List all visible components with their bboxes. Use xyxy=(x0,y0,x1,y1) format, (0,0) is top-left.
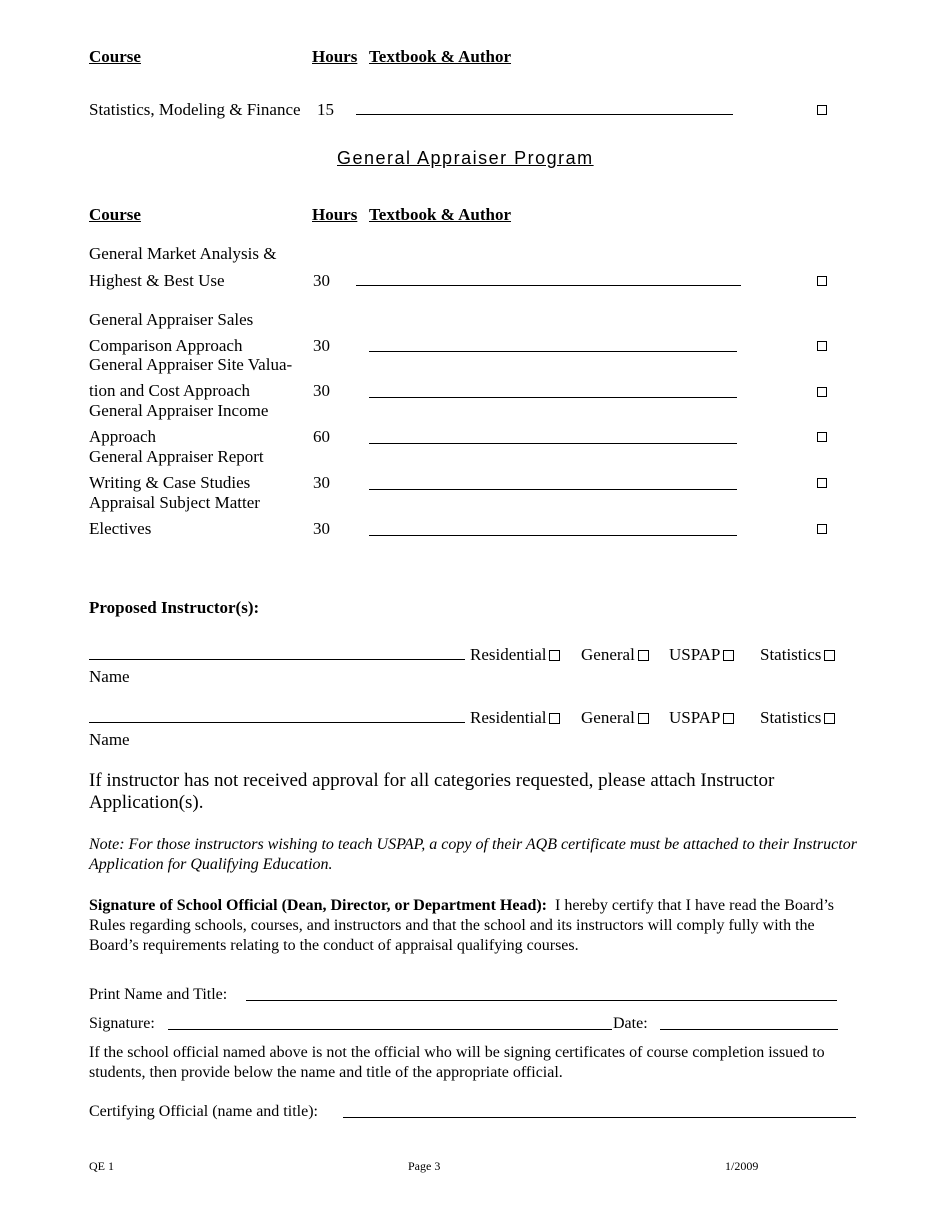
residential-checkbox[interactable] xyxy=(549,713,560,724)
textbook-header: Textbook & Author xyxy=(369,47,512,66)
date-field[interactable] xyxy=(660,1029,838,1030)
course-name-line1: General Appraiser Sales xyxy=(89,310,254,329)
course-name-line1: Appraisal Subject Matter xyxy=(89,493,260,512)
date-label: Date: xyxy=(613,1015,648,1032)
instructor-name-field[interactable] xyxy=(89,659,465,660)
course-hours: 30 xyxy=(313,519,330,538)
textbook-field[interactable] xyxy=(356,114,733,115)
textbook-header: Textbook & Author xyxy=(369,205,512,224)
hours-header: Hours xyxy=(312,47,358,66)
course-checkbox[interactable] xyxy=(817,105,827,115)
course-header: Course xyxy=(89,205,141,224)
course-hours: 30 xyxy=(313,381,330,400)
print-name-field[interactable] xyxy=(246,1000,837,1001)
textbook-field[interactable] xyxy=(369,397,737,398)
category-residential[interactable]: Residential xyxy=(470,645,560,665)
instructor-name-field[interactable] xyxy=(89,722,465,723)
course-checkbox[interactable] xyxy=(817,478,827,488)
course-name-line1: General Appraiser Report xyxy=(89,447,264,466)
course-hours: 60 xyxy=(313,427,330,446)
course-name: Statistics, Modeling & Finance xyxy=(89,100,301,119)
print-name-label: Print Name and Title: xyxy=(89,986,228,1003)
course-hours: 30 xyxy=(313,336,330,355)
signature-label: Signature: xyxy=(89,1015,155,1032)
instructors-heading: Proposed Instructor(s): xyxy=(89,598,260,617)
course-checkbox[interactable] xyxy=(817,387,827,397)
textbook-field[interactable] xyxy=(356,285,741,286)
certifying-official-field[interactable] xyxy=(343,1117,856,1118)
certification-paragraph xyxy=(89,896,864,956)
general-checkbox[interactable] xyxy=(638,713,649,724)
course-name-line2: Approach xyxy=(89,427,157,446)
textbook-field[interactable] xyxy=(369,443,737,444)
signature-field[interactable] xyxy=(168,1029,612,1030)
uspap-checkbox[interactable] xyxy=(723,713,734,724)
category-statistics[interactable]: Statistics xyxy=(760,645,835,665)
general-checkbox[interactable] xyxy=(638,650,649,661)
uspap-checkbox[interactable] xyxy=(723,650,734,661)
program-title: General Appraiser Program xyxy=(337,148,594,168)
course-checkbox[interactable] xyxy=(817,524,827,534)
certification-text: I hereby certify that I have read the Board’s Rules regarding schools, courses, and instructors and that the school and its instructors will comply fully with the Board’s requirements relating to the conduct of appraisal qualifying courses. xyxy=(89,897,834,954)
course-checkbox[interactable] xyxy=(817,276,827,286)
name-label: Name xyxy=(89,667,130,686)
course-name-line2: Highest & Best Use xyxy=(89,271,225,290)
residential-checkbox[interactable] xyxy=(549,650,560,661)
form-id: QE 1 xyxy=(89,1159,114,1173)
uspap-note: Note: For those instructors wishing to teach USPAP, a copy of their AQB certificate must be attached to their Instructor Application for Qualifying Education. xyxy=(89,836,857,873)
course-hours: 30 xyxy=(313,473,330,492)
course-name-line2: tion and Cost Approach xyxy=(89,381,251,400)
category-general[interactable]: General xyxy=(581,708,649,728)
official-note: If the school official named above is not the official who will be signing certificates of course completion issued to students, then provide below the name and title of the appropriate official. xyxy=(89,1044,825,1081)
category-uspap[interactable]: USPAP xyxy=(669,708,734,728)
course-checkbox[interactable] xyxy=(817,432,827,442)
category-residential[interactable]: Residential xyxy=(470,708,560,728)
course-name-line2: Electives xyxy=(89,519,152,538)
course-name-line2: Comparison Approach xyxy=(89,336,243,355)
revision-date: 1/2009 xyxy=(725,1159,759,1173)
name-label: Name xyxy=(89,730,130,749)
category-statistics[interactable]: Statistics xyxy=(760,708,835,728)
course-header: Course xyxy=(89,47,141,66)
page-number: Page 3 xyxy=(408,1159,441,1173)
approval-notice: If instructor has not received approval for all categories requested, please attach Instructor Application(s). xyxy=(89,770,775,813)
hours-header: Hours xyxy=(312,205,358,224)
category-uspap[interactable]: USPAP xyxy=(669,645,734,665)
course-name-line1: General Market Analysis & xyxy=(89,244,277,263)
course-name-line1: General Appraiser Site Valua- xyxy=(89,355,293,374)
statistics-checkbox[interactable] xyxy=(824,713,835,724)
course-name-line2: Writing & Case Studies xyxy=(89,473,251,492)
course-hours: 30 xyxy=(313,271,330,290)
signature-heading: Signature of School Official (Dean, Director, or Department Head): xyxy=(89,897,548,914)
course-checkbox[interactable] xyxy=(817,341,827,351)
textbook-field[interactable] xyxy=(369,535,737,536)
textbook-field[interactable] xyxy=(369,489,737,490)
course-hours: 15 xyxy=(317,100,334,119)
category-general[interactable]: General xyxy=(581,645,649,665)
certifying-official-label: Certifying Official (name and title): xyxy=(89,1103,318,1120)
textbook-field[interactable] xyxy=(369,351,737,352)
course-name-line1: General Appraiser Income xyxy=(89,401,269,420)
statistics-checkbox[interactable] xyxy=(824,650,835,661)
